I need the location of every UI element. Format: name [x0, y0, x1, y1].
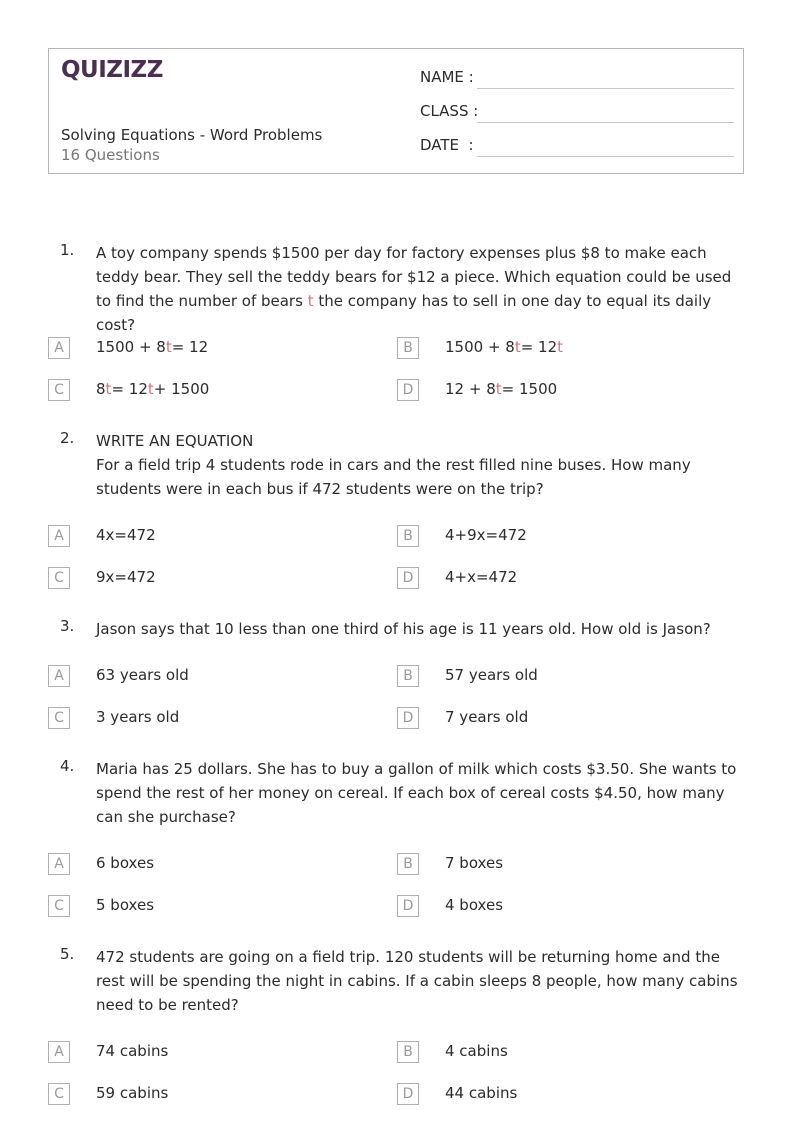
question-text	[96, 241, 746, 337]
option-letter: B	[397, 1041, 419, 1063]
option-letter: A	[48, 525, 70, 547]
question-text: Jason says that 10 less than one third of his age is 11 years old. How old is Jason?	[96, 620, 711, 638]
option-text: 4 boxes	[445, 896, 504, 914]
option-letter: B	[397, 337, 419, 359]
class-line[interactable]	[477, 122, 734, 123]
option-text: 59 cabins	[96, 1084, 169, 1102]
option-text: 3 years old	[96, 708, 180, 726]
question-number: 5.	[60, 945, 75, 963]
question-heading: WRITE AN EQUATION	[96, 432, 254, 450]
option-letter: C	[48, 567, 70, 589]
quizizz-logo: QUIZIZZ	[61, 57, 163, 83]
class-field[interactable]	[420, 102, 734, 124]
worksheet-header	[48, 48, 744, 174]
option-c[interactable]	[48, 1083, 378, 1107]
option-letter: A	[48, 337, 70, 359]
option-c[interactable]	[48, 379, 378, 403]
question-text-part: A toy company spends $1500 per day for factory expenses plus $8 to make each teddy bear. They sell the teddy bears for $12 a piece. Which equation could be used to find the number of bears	[96, 244, 732, 310]
option-b[interactable]	[397, 525, 727, 549]
question-text: 472 students are going on a field trip. 120 students will be returning home and the rest will be spending the night in cabins. If a cabin sleeps 8 people, how many cabins need to be rented?	[96, 948, 738, 1014]
question-number: 3.	[60, 617, 75, 635]
option-letter: A	[48, 665, 70, 687]
option-d[interactable]	[397, 567, 727, 591]
date-line[interactable]	[477, 156, 734, 157]
question-number: 2.	[60, 429, 75, 447]
option-text: 12 + 8t= 1500	[445, 380, 558, 398]
option-d[interactable]	[397, 895, 727, 919]
option-letter: C	[48, 895, 70, 917]
option-text: 7 boxes	[445, 854, 504, 872]
name-line[interactable]	[477, 88, 734, 89]
option-text: 4+x=472	[445, 568, 518, 586]
option-a[interactable]	[48, 337, 378, 361]
question-text-part: the company has to sell in one day to equal its daily cost?	[96, 292, 712, 334]
option-letter: C	[48, 707, 70, 729]
class-label: CLASS :	[420, 102, 479, 120]
option-letter: D	[397, 567, 419, 589]
option-letter: A	[48, 1041, 70, 1063]
question-text	[96, 429, 746, 501]
option-d[interactable]	[397, 707, 727, 731]
option-b[interactable]	[397, 853, 727, 877]
option-letter: C	[48, 379, 70, 401]
question-count: 16 Questions	[61, 146, 160, 164]
option-text: 4 cabins	[445, 1042, 508, 1060]
option-text: 44 cabins	[445, 1084, 518, 1102]
option-letter: B	[397, 525, 419, 547]
date-label: DATE :	[420, 136, 474, 154]
option-letter: B	[397, 665, 419, 687]
option-c[interactable]	[48, 895, 378, 919]
option-letter: A	[48, 853, 70, 875]
option-letter: C	[48, 1083, 70, 1105]
option-text: 9x=472	[96, 568, 156, 586]
option-a[interactable]	[48, 1041, 378, 1065]
option-text: 7 years old	[445, 708, 529, 726]
variable-t: t	[307, 292, 314, 310]
option-text: 1500 + 8t= 12	[96, 338, 209, 356]
option-b[interactable]	[397, 1041, 727, 1065]
option-c[interactable]	[48, 567, 378, 591]
question-number: 4.	[60, 757, 75, 775]
option-text: 8t= 12t+ 1500	[96, 380, 210, 398]
question-text: Maria has 25 dollars. She has to buy a gallon of milk which costs $3.50. She wants to spend the rest of her money on cereal. If each box of cereal costs $4.50, how many can she purchase?	[96, 760, 737, 826]
option-a[interactable]	[48, 665, 378, 689]
option-c[interactable]	[48, 707, 378, 731]
question-body: For a field trip 4 students rode in cars and the rest filled nine buses. How many students were in each bus if 472 students were on the trip?	[96, 456, 691, 498]
option-text: 63 years old	[96, 666, 189, 684]
option-a[interactable]	[48, 525, 378, 549]
option-d[interactable]	[397, 379, 727, 403]
option-letter: D	[397, 707, 419, 729]
option-a[interactable]	[48, 853, 378, 877]
option-letter: D	[397, 1083, 419, 1105]
option-text: 4+9x=472	[445, 526, 527, 544]
option-text: 57 years old	[445, 666, 538, 684]
option-b[interactable]	[397, 337, 727, 361]
option-b[interactable]	[397, 665, 727, 689]
option-letter: B	[397, 853, 419, 875]
option-text: 74 cabins	[96, 1042, 169, 1060]
question-number: 1.	[60, 241, 75, 259]
option-text: 5 boxes	[96, 896, 155, 914]
option-letter: D	[397, 379, 419, 401]
option-text: 1500 + 8t= 12t	[445, 338, 564, 356]
date-field[interactable]	[420, 136, 734, 158]
option-d[interactable]	[397, 1083, 727, 1107]
name-label: NAME :	[420, 68, 474, 86]
option-text: 4x=472	[96, 526, 156, 544]
name-field[interactable]	[420, 68, 734, 90]
worksheet-title: Solving Equations - Word Problems	[61, 126, 323, 144]
option-text: 6 boxes	[96, 854, 155, 872]
option-letter: D	[397, 895, 419, 917]
